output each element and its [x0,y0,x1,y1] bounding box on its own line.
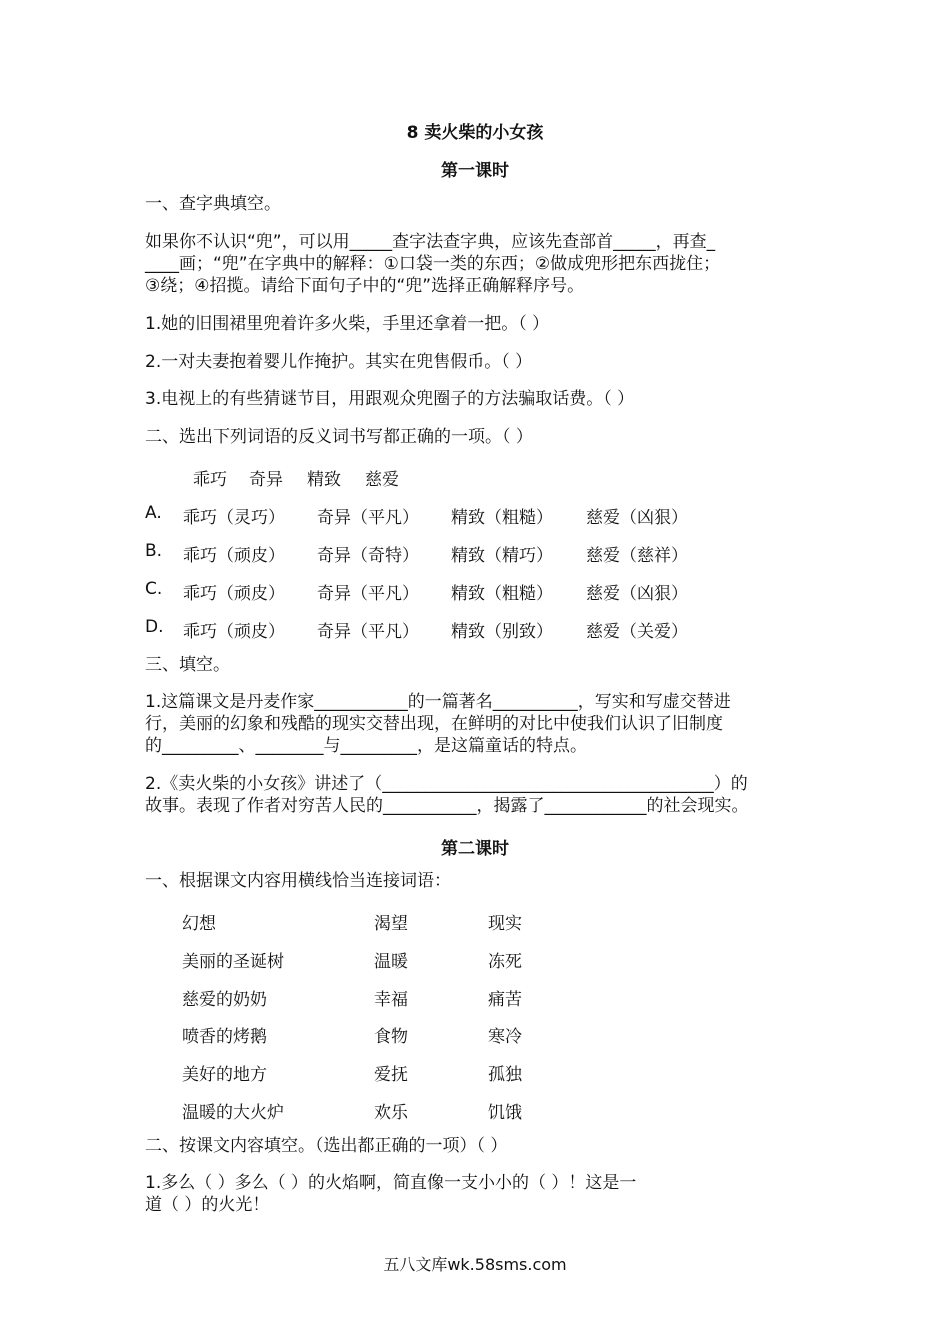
matching-item-middle[interactable]: 食物 [374,1027,408,1047]
section-1-heading: 一、查字典填空。 [145,194,281,214]
section-3-question-1-line-3: 的_________、________与_________，是这篇童话的特点。 [145,736,587,756]
section-3-heading: 三、填空。 [145,655,230,675]
footer-watermark: 五八文库wk.58sms.com [383,1255,567,1274]
matching-columns [182,909,582,1149]
matching-item-middle[interactable]: 欢乐 [374,1103,408,1123]
option-item: 奇异（平凡） [317,622,419,642]
option-item: 慈爱（关爱） [586,622,688,642]
matching-item-left[interactable]: 美丽的圣诞树 [182,952,284,972]
option-label: B. [145,541,163,561]
matching-item-left[interactable]: 幻想 [182,914,216,934]
option-item: 乖巧（顽皮） [183,546,285,566]
matching-item-left[interactable]: 美好的地方 [182,1065,267,1085]
matching-item-left[interactable]: 慈爱的奶奶 [182,990,267,1010]
matching-item-middle[interactable]: 爱抚 [374,1065,408,1085]
matching-item-middle[interactable]: 渴望 [374,914,408,934]
matching-item-middle[interactable]: 幸福 [374,990,408,1010]
option-item: 精致（别致） [451,622,553,642]
matching-item-right[interactable]: 冻死 [488,952,522,972]
section-3-question-2-line-2: 故事。表现了作者对穷苦人民的___________，揭露了____________的社会现实。 [145,796,749,816]
section-1-question-3: 3.电视上的有些猜谜节目，用跟观众兜圈子的方法骗取话费。（ ） [145,389,635,409]
option-label: A. [145,503,162,523]
matching-item-middle[interactable]: 温暖 [374,952,408,972]
word-item: 慈爱 [365,470,399,490]
section-3-question-1-line-1: 1.这篇课文是丹麦作家___________的一篇著名__________，写实和写虚交替进 [145,692,731,712]
section-3-question-2-line-1: 2.《卖火柴的小女孩》讲述了（_______________________________________）的 [145,774,748,794]
section-1-paragraph-line-3: ③绕；④招揽。请给下面句子中的“兜”选择正确解释序号。 [145,276,585,296]
section-5-question-1-line-1: 1.多么（ ）多么（ ）的火焰啊，简直像一支小小的（ ）！这是一 [145,1173,637,1193]
option-label: C. [145,579,163,599]
section-1-paragraph-line-1: 如果你不认识“兜”，可以用_____查字法查字典，应该先查部首_____，再查_ [145,232,716,252]
option-label: D. [145,617,164,637]
option-item: 奇异（平凡） [317,584,419,604]
section-4-heading: 一、根据课文内容用横线恰当连接词语： [145,871,451,891]
option-item: 乖巧（顽皮） [183,622,285,642]
document-title: 8 卖火柴的小女孩 [406,123,544,143]
option-item: 乖巧（顽皮） [183,584,285,604]
section-5-heading: 二、按课文内容填空。（选出都正确的一项）（ ） [145,1136,508,1156]
section-1-question-1: 1.她的旧围裙里兜着许多火柴，手里还拿着一把。（ ） [145,314,550,334]
option-item: 慈爱（凶狠） [586,584,688,604]
option-item: 精致（精巧） [451,546,553,566]
option-item: 乖巧（灵巧） [183,508,285,528]
matching-item-right[interactable]: 寒冷 [488,1027,522,1047]
section-3-question-1-line-2: 行，美丽的幻象和残酷的现实交替出现，在鲜明的对比中使我们认识了旧制度 [145,714,723,734]
option-item: 慈爱（慈祥） [586,546,688,566]
matching-item-right[interactable]: 饥饿 [488,1103,522,1123]
option-item: 精致（粗糙） [451,584,553,604]
option-item: 慈爱（凶狠） [586,508,688,528]
word-item: 乖巧 [193,470,227,490]
option-item: 奇异（平凡） [317,508,419,528]
word-item: 精致 [307,470,341,490]
section-5-question-1-line-2: 道（ ）的火光！ [145,1195,270,1215]
section-1-paragraph-line-2: ____画；“兜”在字典中的解释：①口袋一类的东西；②做成兜形把东西拢住； [145,254,721,274]
section-1-question-2: 2.一对夫妻抱着婴儿作掩护。其实在兜售假币。（ ） [145,352,533,372]
word-item: 奇异 [249,470,283,490]
section-2-heading: 二、选出下列词语的反义词书写都正确的一项。（ ） [145,427,533,447]
option-item: 精致（粗糙） [451,508,553,528]
matching-item-left[interactable]: 喷香的烤鹅 [182,1027,267,1047]
matching-item-left[interactable]: 温暖的大火炉 [182,1103,284,1123]
lesson-1-heading: 第一课时 [441,161,509,181]
lesson-2-heading: 第二课时 [441,839,509,859]
matching-item-right[interactable]: 现实 [488,914,522,934]
matching-item-right[interactable]: 孤独 [488,1065,522,1085]
option-item: 奇异（奇特） [317,546,419,566]
matching-item-right[interactable]: 痛苦 [488,990,522,1010]
